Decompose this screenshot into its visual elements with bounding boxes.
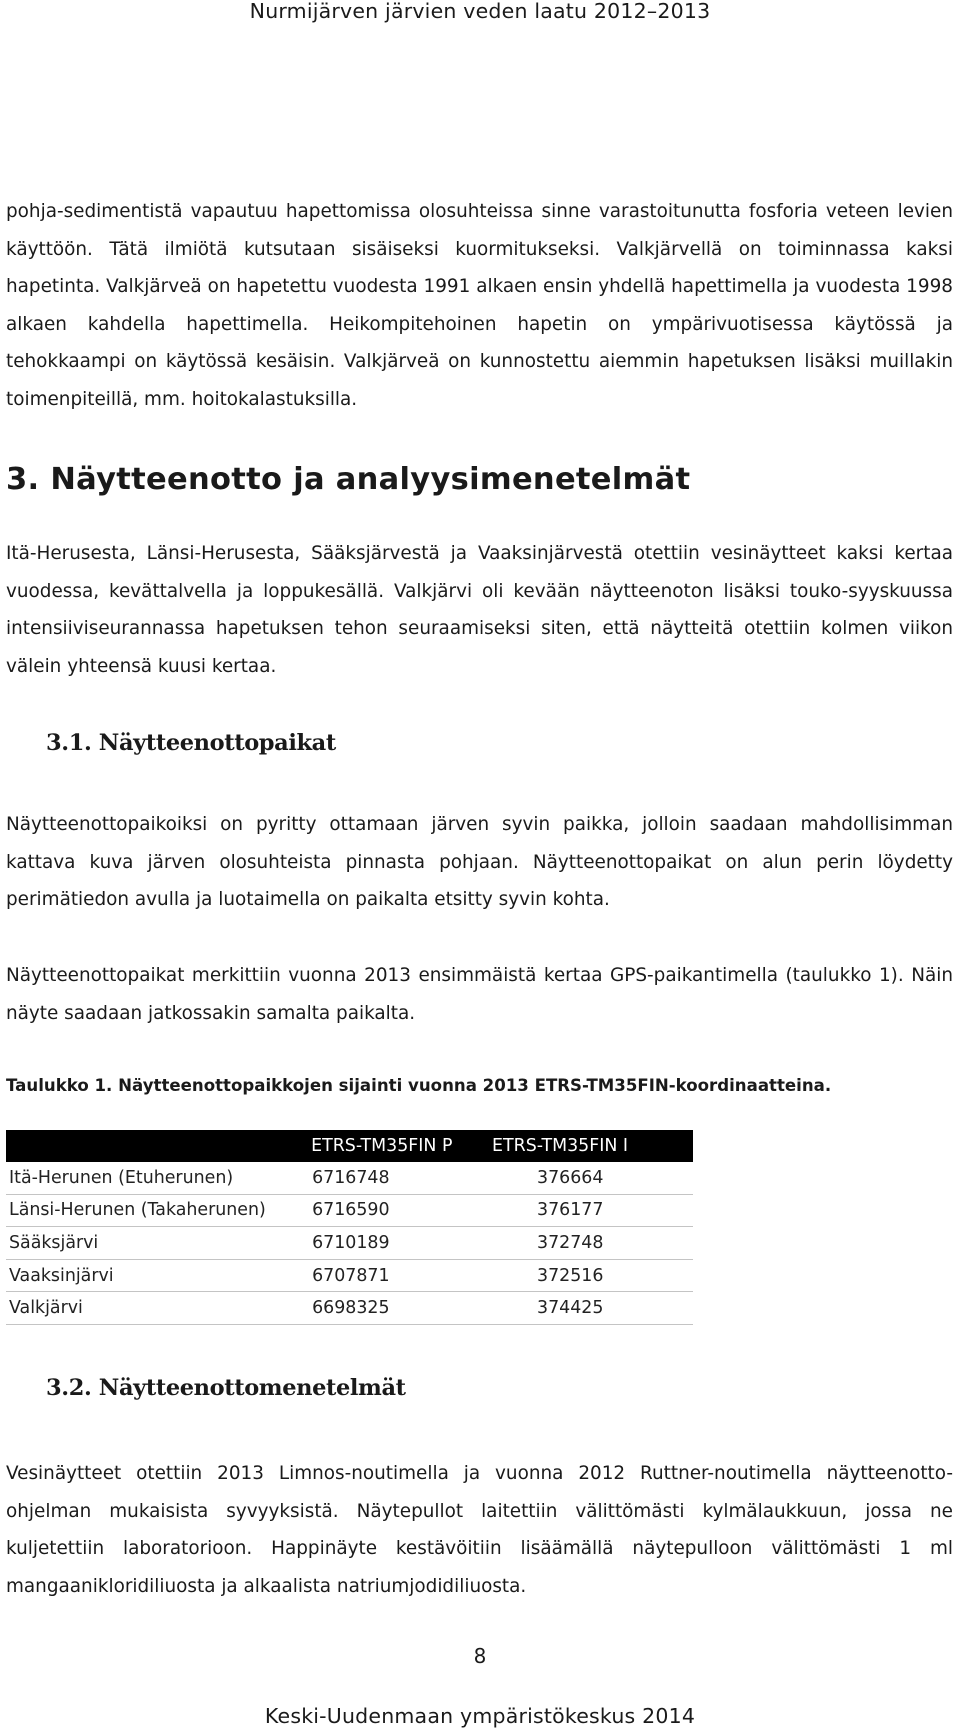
column-header-site [6,1130,301,1162]
easting-cell: 372748 [486,1227,693,1260]
table-row [6,1162,693,1194]
section-heading-3-2: 3.2. Näytteenottomenetelmät [46,1375,406,1401]
table-row [6,1292,693,1325]
northing-cell: 6707871 [301,1259,486,1292]
table-row [6,1227,693,1260]
paragraph-sampling-sites: Näytteenottopaikoiksi on pyritty ottamaan järven syvin paikka, jolloin saadaan mahdollisimman kattava kuva järven olosuhteista pinnasta pohjaan. Näytteenottopaikat on alun perin löydetty perimätiedon avulla ja luotaimella on paikalta etsitty syvin kohta. [6,814,953,910]
paragraph-gps: Näytteenottopaikat merkittiin vuonna 2013 ensimmäistä kertaa GPS-paikantimella (taulukko 1). Näin näyte saadaan jatkossakin samalta paikalta. [6,965,953,1024]
northing-cell: 6716748 [301,1162,486,1194]
running-footer: Keski-Uudenmaan ympäristökeskus 2014 [264,1704,696,1728]
column-header-easting: ETRS-TM35FIN I [486,1130,693,1162]
table-caption: Taulukko 1. Näytteenottopaikkojen sijainti vuonna 2013 ETRS-TM35FIN-koordinaatteina. [6,1076,832,1095]
site-name-cell: Itä-Herunen (Etuherunen) [6,1162,301,1194]
paragraph-oxygenation: pohja-sedimentistä vapautuu hapettomissa olosuhteissa sinne varastoitunutta fosforia veteen levien käyttöön. Tätä ilmiötä kutsutaan sisäiseksi kuormitukseksi. Valkjärvellä on toiminnassa kaksi hapetinta. Valkjärveä on hapetettu vuodesta 1991 alkaen ensin yhdellä hapettimella ja vuodesta 1998 alkaen kahdella hapettimella. Heikompitehoinen hapetin on ympärivuotisessa käytössä ja tehokkaampi on käytössä kesäisin. Valkjärveä on kunnostettu aiemmin hapetuksen lisäksi muillakin toimenpiteillä, mm. hoitokalastuksilla. [6,201,953,410]
site-name-cell: Sääksjärvi [6,1227,301,1260]
paragraph-sampling-methods: Vesinäytteet otettiin 2013 Limnos-noutimella ja vuonna 2012 Ruttner-noutimella näytteenotto-ohjelman mukaisista syvyyksistä. Näytepullot laitettiin välittömästi kylmälaukkuun, jossa ne kuljetettiin laboratorioon. Happinäyte kestävöitiin lisäämällä näytepulloon välittömästi 1 ml mangaanikloridiliuosta ja alkaalista natriumjodidiliuosta. [6,1463,953,1597]
easting-cell: 374425 [486,1292,693,1325]
table-row [6,1194,693,1227]
coordinates-table [6,1130,693,1325]
table-header-row [6,1130,693,1162]
table-row [6,1259,693,1292]
section-heading-3: 3. Näytteenotto ja analyysimenetelmät [6,462,691,497]
page-number: 8 [473,1644,487,1668]
northing-cell: 6698325 [301,1292,486,1325]
northing-cell: 6716590 [301,1194,486,1227]
site-name-cell: Länsi-Herunen (Takaherunen) [6,1194,301,1227]
section-heading-3-1: 3.1. Näytteenottopaikat [46,730,336,756]
easting-cell: 376177 [486,1194,693,1227]
site-name-cell: Vaaksinjärvi [6,1259,301,1292]
column-header-northing: ETRS-TM35FIN P [301,1130,486,1162]
running-header: Nurmijärven järvien veden laatu 2012–2013 [249,0,711,23]
site-name-cell: Valkjärvi [6,1292,301,1325]
easting-cell: 372516 [486,1259,693,1292]
northing-cell: 6710189 [301,1227,486,1260]
easting-cell: 376664 [486,1162,693,1194]
paragraph-sampling-schedule: Itä-Herusesta, Länsi-Herusesta, Sääksjärvestä ja Vaaksinjärvestä otettiin vesinäytteet kaksi kertaa vuodessa, kevättalvella ja loppukesällä. Valkjärvi oli kevään näytteenoton lisäksi touko-syyskuussa intensiiviseurannassa hapetuksen tehon seuraamiseksi siten, että näytteitä otettiin kolmen viikon välein yhteensä kuusi kertaa. [6,543,953,677]
